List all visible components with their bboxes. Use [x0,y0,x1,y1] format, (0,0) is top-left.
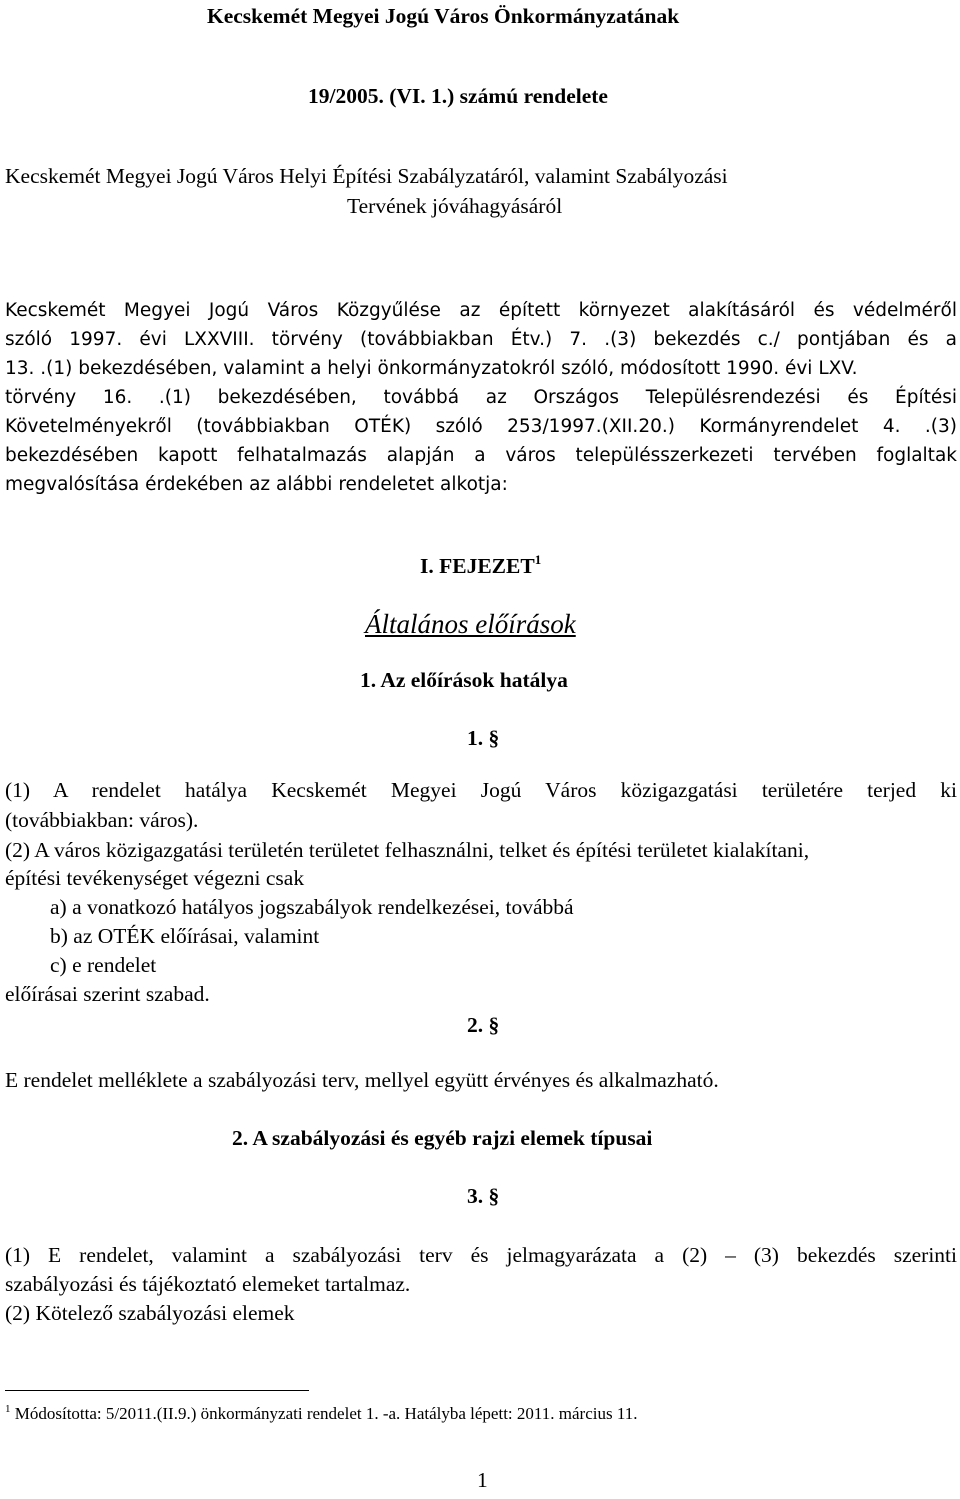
subject-line-1: Kecskemét Megyei Jogú Város Helyi Építési Szabályzatáról, valamint Szabályozási [5,164,728,188]
regulation-number: 19/2005. (VI. 1.) számú rendelete [308,84,608,108]
p1-text-line-4: építési tevékenységet végezni csak [5,866,305,890]
chapter-title: Általános előírások [365,609,576,639]
list-item-c: c) e rendelet [50,953,157,977]
p1-text-line-5: előírásai szerint szabad. [5,982,210,1006]
footnote-separator [5,1390,309,1391]
subject-line-2: Tervének jóváhagyásáról [347,194,563,218]
footnote-marker: 1 [5,1403,11,1415]
section-heading-1: 1. Az előírások hatálya [360,668,568,692]
footnote-reference[interactable]: 1 [534,552,542,567]
preamble-line-7: megvalósítása érdekében az alábbi rendeletet alkotja: [5,474,508,495]
paragraph-1-number: 1. § [467,726,500,750]
preamble-line-5: Követelményekről (továbbiakban OTÉK) szóló 253/1997.(XII.20.) Kormányrendelet 4. .(3) [5,416,957,437]
chapter-number: I. FEJEZET$^1$ [420,552,542,578]
p2-text: E rendelet melléklete a szabályozási terv, mellyel együtt érvényes és alkalmazható. [5,1068,719,1092]
preamble-line-6: bekezdésében kapott felhatalmazás alapján a város településszerkezeti tervében foglaltak [5,445,957,466]
p3-text-line-2: szabályozási és tájékoztató elemeket tartalmaz. [5,1272,411,1296]
section-symbol: § [488,726,500,750]
p3-text-line-3: (2) Kötelező szabályozási elemek [5,1301,295,1325]
section-heading-2: 2. A szabályozási és egyéb rajzi elemek típusai [232,1126,653,1150]
list-item-b: b) az OTÉK előírásai, valamint [50,924,320,948]
preamble-line-2: szóló 1997. évi LXXVIII. törvény (továbbiakban Étv.) 7. .(3) bekezdés c./ pontjában és a [5,329,957,350]
document-title: Kecskemét Megyei Jogú Város Önkormányzatának [207,4,680,28]
list-item-a: a) a vonatkozó hatályos jogszabályok rendelkezései, továbbá [50,895,574,919]
footnote [5,1404,637,1424]
section-symbol: § [488,1013,500,1037]
preamble-line-3: 13. .(1) bekezdésében, valamint a helyi önkormányzatokról szóló, módosított 1990. évi LXV. [5,358,858,379]
p1-text-line-3: (2) A város közigazgatási területén területet felhasználni, telket és építési területet kialakítani, [5,838,810,862]
p1-text-line-2: (továbbiakban: város). [5,808,199,832]
preamble-line-1: Kecskemét Megyei Jogú Város Közgyűlése az épített környezet alakításáról és védelméről [5,300,957,321]
section-symbol: § [488,1184,500,1208]
p3-text-line-1: (1) E rendelet, valamint a szabályozási terv és jelmagyarázata a (2) – (3) bekezdés szerinti [5,1243,957,1267]
footnote-text: Módosította: 5/2011.(II.9.) önkormányzati rendelet 1. -a. Hatályba lépett: 2011. március 11. [14,1404,638,1423]
p1-text-line-1: (1) A rendelet hatálya Kecskemét Megyei Jogú Város közigazgatási területére terjed ki [5,778,957,802]
page-number: 1 [477,1468,488,1492]
paragraph-3-number: 3. § [467,1184,500,1208]
paragraph-2-number: 2. § [467,1013,500,1037]
preamble-line-4: törvény 16. .(1) bekezdésében, továbbá az Országos Településrendezési és Építési [5,387,957,408]
